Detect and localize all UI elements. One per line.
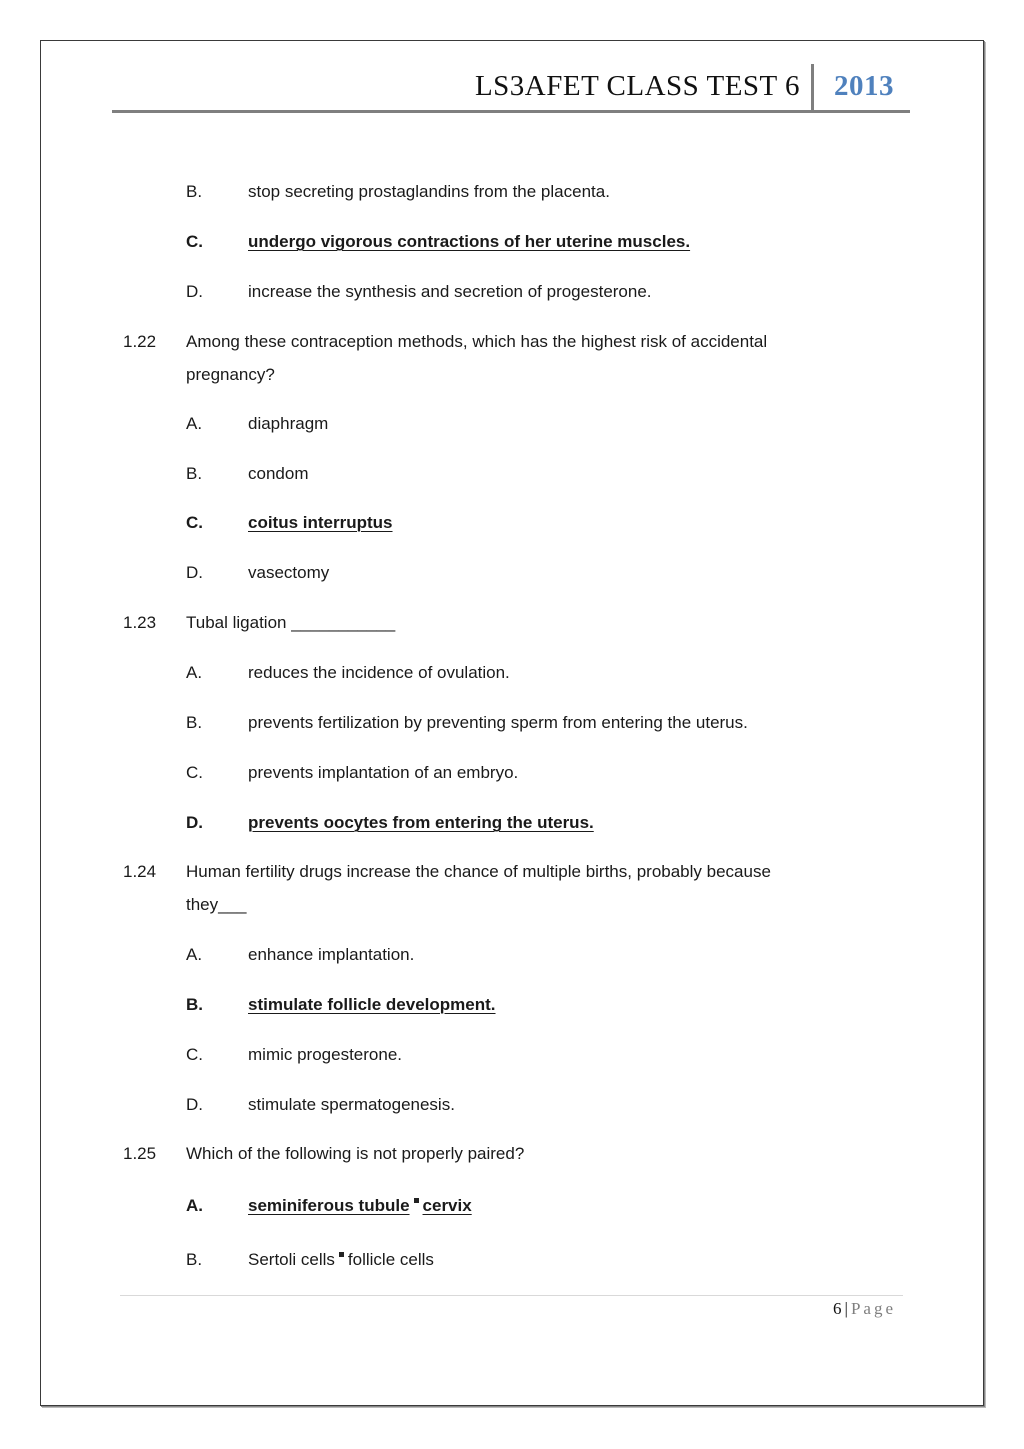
option-text: enhance implantation. xyxy=(248,945,415,964)
option-text-right: follicle cells xyxy=(347,1250,434,1269)
option-text: prevents oocytes from entering the uterus. xyxy=(248,813,594,832)
option-letter: D. xyxy=(186,813,203,832)
question-number: 1.24 xyxy=(123,862,157,881)
option-letter: C. xyxy=(186,1045,203,1064)
header-year: 2013 xyxy=(834,70,894,102)
option-text: stimulate follicle development. xyxy=(248,995,496,1014)
square-bullet-icon xyxy=(414,1198,419,1203)
option-text: mimic progesterone. xyxy=(248,1045,403,1064)
question-text: Human fertility drugs increase the chance of multiple births, probably because xyxy=(186,862,771,881)
option-letter: A. xyxy=(186,414,203,433)
option-text-left: Sertoli cells xyxy=(248,1250,335,1269)
footer-rule xyxy=(120,1295,903,1296)
question-text: Which of the following is not properly paired? xyxy=(186,1144,525,1163)
option-text xyxy=(248,1249,434,1271)
correct-option xyxy=(186,231,690,253)
option-text: condom xyxy=(248,464,309,483)
option-text: vasectomy xyxy=(248,563,330,582)
option-letter: A. xyxy=(186,945,203,964)
option-letter: B. xyxy=(186,995,203,1014)
option-text: stimulate spermatogenesis. xyxy=(248,1095,455,1114)
correct-option xyxy=(186,994,496,1016)
page-footer xyxy=(833,1299,896,1319)
question-text-continued: they___ xyxy=(186,895,247,914)
option-text: stop secreting prostaglandins from the placenta. xyxy=(248,182,610,201)
option-text: prevents implantation of an embryo. xyxy=(248,763,519,782)
header-divider xyxy=(811,64,814,110)
option-letter: D. xyxy=(186,1095,203,1114)
header-title: LS3AFET CLASS TEST 6 xyxy=(474,70,800,102)
question-text: Among these contraception methods, which has the highest risk of accidental xyxy=(186,332,768,351)
option-letter: A. xyxy=(186,1196,203,1215)
correct-option xyxy=(186,1195,472,1217)
footer-separator: | xyxy=(844,1299,848,1318)
option-letter: A. xyxy=(186,663,203,682)
page-label: Page xyxy=(850,1299,896,1318)
option-text-right: cervix xyxy=(422,1196,472,1215)
page-number: 6 xyxy=(833,1299,842,1318)
option-text: diaphragm xyxy=(248,414,329,433)
option-letter: C. xyxy=(186,232,203,251)
option-letter: C. xyxy=(186,513,203,532)
option-letter: B. xyxy=(186,464,203,483)
option-text-left: seminiferous tubule xyxy=(248,1196,410,1215)
option-letter: B. xyxy=(186,1250,203,1269)
option-text: coitus interruptus xyxy=(248,513,393,532)
option-letter: B. xyxy=(186,713,203,732)
page-header xyxy=(112,64,910,112)
question-number: 1.25 xyxy=(123,1144,157,1163)
option-text: prevents fertilization by preventing sperm from entering the uterus. xyxy=(248,713,748,732)
option-letter: D. xyxy=(186,282,203,301)
question-number: 1.22 xyxy=(123,332,157,351)
correct-option xyxy=(186,812,594,834)
option-text: reduces the incidence of ovulation. xyxy=(248,663,510,682)
option-letter: C. xyxy=(186,763,203,782)
correct-option xyxy=(186,512,393,534)
question-text: Tubal ligation ___________ xyxy=(186,613,396,632)
question-number: 1.23 xyxy=(123,613,157,632)
option-text: undergo vigorous contractions of her uterine muscles. xyxy=(248,232,691,251)
option-letter: B. xyxy=(186,182,203,201)
square-bullet-icon xyxy=(339,1252,344,1257)
option-text: increase the synthesis and secretion of progesterone. xyxy=(248,282,652,301)
question-text-continued: pregnancy? xyxy=(186,365,275,384)
option-letter: D. xyxy=(186,563,203,582)
header-rule xyxy=(112,110,910,113)
